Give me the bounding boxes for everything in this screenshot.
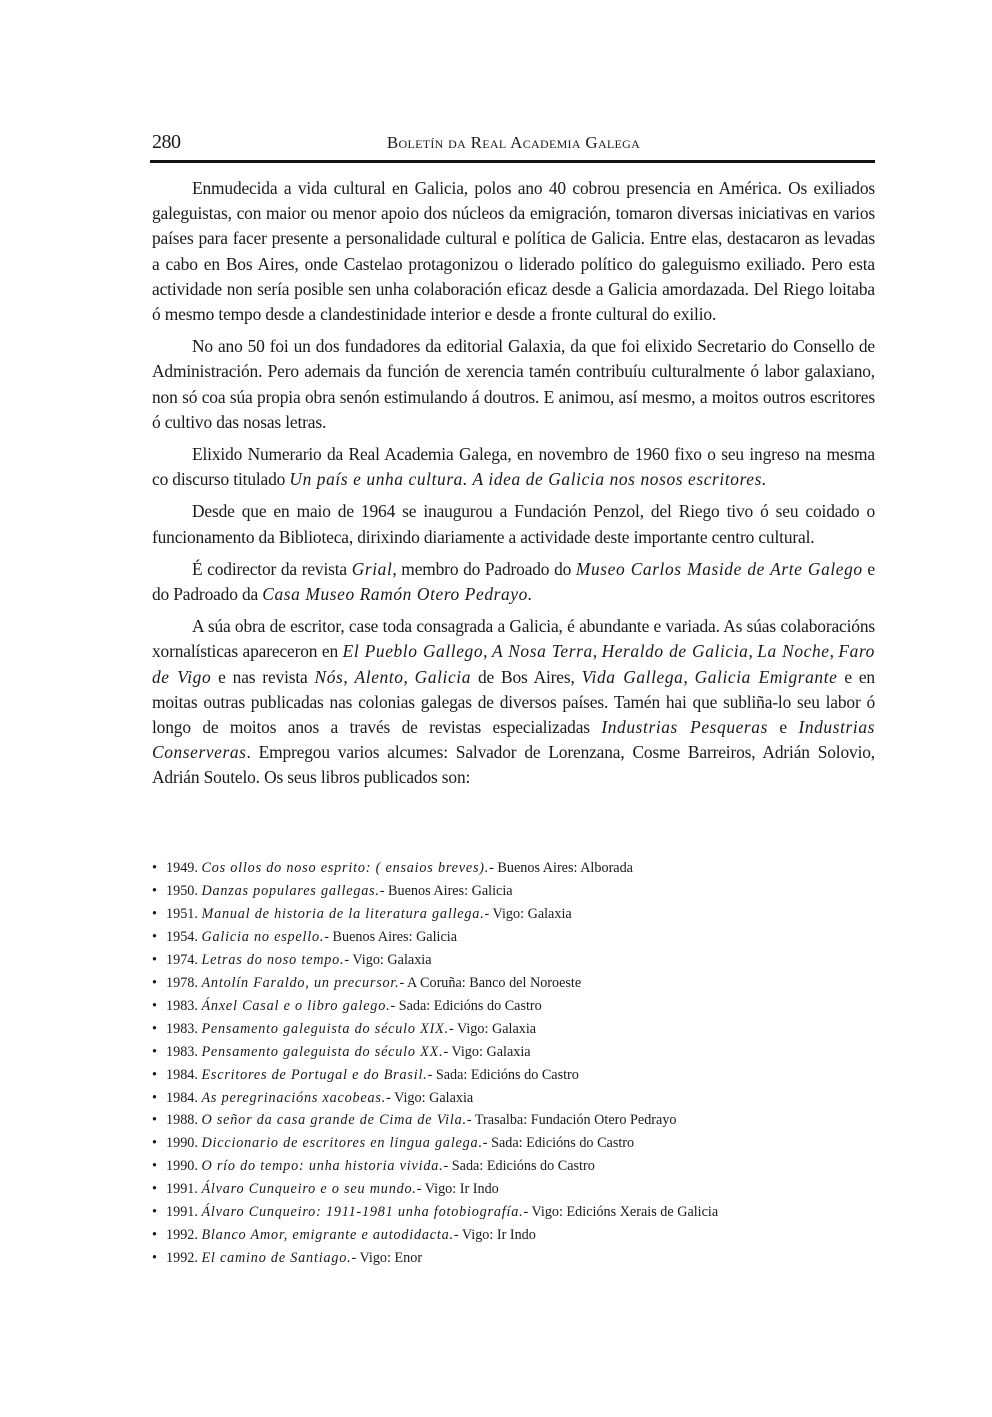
book-year: 1988. <box>166 1112 202 1129</box>
paragraph <box>152 334 875 435</box>
book-publisher: - Trasalba: Fundación Otero Pedrayo <box>466 1112 677 1129</box>
list-item <box>152 1132 718 1155</box>
list-item <box>152 1087 718 1110</box>
text-run: e do Padroado da <box>152 558 875 605</box>
book-year: 1954. <box>166 928 202 945</box>
text-run: , <box>403 666 415 687</box>
bullet-icon: • <box>152 1066 157 1083</box>
bullet-icon: • <box>152 1020 157 1037</box>
book-title: Antolín Faraldo, un precursor. <box>201 974 400 991</box>
italic-title: Industrias Conserveras <box>152 717 875 763</box>
book-publisher: - Vigo: Ir Indo <box>416 1181 499 1198</box>
text-run: Desde que en maio de 1964 se inaugurou a Fundación Penzol, del Riego tivo ó seu coidado o funcionamento da Biblioteca, dirixindo diariamente a actividade deste importante centro cultural. <box>152 501 875 547</box>
text-run: No ano 50 foi un dos fundadores da editorial Galaxia, da que foi elixido Secretario do Consello de Administración. Pero ademais da función de xerencia tamén contribuíu culturalmente ó labor galaxiano, non só coa súa propia obra senón estimulando á doutros. E animou, así mesmo, a moitos outros escritores ó cultivo das nosas letras. <box>152 336 875 432</box>
bullet-icon: • <box>152 1112 157 1129</box>
book-title: El camino de Santiago. <box>201 1250 352 1267</box>
book-year: 1990. <box>166 1158 202 1175</box>
book-title: Manual de historia de la literatura gallega. <box>201 905 485 922</box>
book-year: 1950. <box>166 882 202 899</box>
text-run: . Empregou varios alcumes: Salvador de Lorenzana, Cosme Barreiros, Adrián Solovio, Adrián Soutelo. Os seus libros publicados son: <box>152 742 875 788</box>
text-run: , <box>483 641 492 662</box>
book-title: Blanco Amor, emigrante e autodidacta. <box>201 1227 454 1244</box>
book-year: 1991. <box>166 1181 202 1198</box>
list-item <box>152 1201 718 1224</box>
bullet-icon: • <box>152 860 157 876</box>
italic-title: El Pueblo Gallego <box>342 641 484 662</box>
list-item <box>152 926 718 949</box>
list-item <box>152 857 718 880</box>
book-publisher: - Vigo: Galaxia <box>386 1089 474 1106</box>
italic-title: Industrias Pesqueras <box>601 717 768 738</box>
book-publisher: - Vigo: Galaxia <box>344 951 432 968</box>
bullet-icon: • <box>152 905 157 922</box>
italic-title: Casa Museo Ramón Otero Pedrayo. <box>262 584 533 605</box>
book-publisher: - Buenos Aires: Alborada <box>489 860 633 876</box>
list-item <box>152 880 718 903</box>
text-run: É codirector da revista <box>192 558 352 579</box>
paragraph <box>152 557 875 607</box>
text-run: e <box>767 717 799 738</box>
bullet-icon: • <box>152 1135 157 1152</box>
list-item <box>152 949 718 972</box>
book-publisher: - Vigo: Galaxia <box>443 1043 531 1060</box>
italic-title: Museo Carlos Maside de Arte Galego <box>575 558 863 579</box>
list-item <box>152 1155 718 1178</box>
book-year: 1990. <box>166 1135 202 1152</box>
book-year: 1984. <box>166 1089 202 1106</box>
bullet-icon: • <box>152 974 157 991</box>
book-publisher: - Vigo: Enor <box>351 1250 423 1267</box>
italic-title: Faro de Vigo <box>152 641 875 687</box>
bullet-icon: • <box>152 1250 157 1267</box>
book-publisher: - Sada: Edicións do Castro <box>427 1066 579 1083</box>
italic-title: Alento <box>354 666 404 687</box>
paragraph <box>152 176 875 327</box>
bullet-icon: • <box>152 1158 157 1175</box>
book-title: Galicia no espello. <box>201 928 325 945</box>
italic-title: La Noche <box>757 641 830 662</box>
list-item <box>152 1064 718 1087</box>
book-title: Ánxel Casal e o libro galego. <box>201 997 391 1014</box>
bullet-icon: • <box>152 928 157 945</box>
list-item <box>152 972 718 995</box>
bullet-icon: • <box>152 951 157 968</box>
book-year: 1951. <box>166 905 202 922</box>
text-run: A súa obra de escritor, case toda consagrada a Galicia, é abundante e variada. As súas colaboracións xornalísticas apareceron en <box>152 616 875 662</box>
book-publisher: - Sada: Edicións do Castro <box>390 997 542 1014</box>
bullet-icon: • <box>152 1227 157 1244</box>
book-year: 1984. <box>166 1066 202 1083</box>
book-year: 1991. <box>166 1204 202 1221</box>
paragraph <box>152 499 875 549</box>
italic-title: Un país e unha cultura. A idea de Galicia nos nosos escritores. <box>289 469 767 490</box>
book-publisher: - Sada: Edicións do Castro <box>482 1135 635 1152</box>
bullet-icon: • <box>152 1089 157 1106</box>
book-title: Pensamento galeguista do século XX. <box>201 1043 444 1060</box>
book-year: 1983. <box>166 997 202 1014</box>
book-list <box>152 857 718 1270</box>
text-run: Elixido Numerario da Real Academia Galega, en novembro de 1960 fixo o seu ingreso na mesma co discurso titulado <box>152 444 875 490</box>
book-title: O señor da casa grande de Cima de Vila. <box>201 1112 467 1129</box>
body-text <box>152 176 875 798</box>
italic-title: A Nosa Terra <box>491 641 593 662</box>
book-title: Álvaro Cunqueiro: 1911-1981 unha fotobiografía. <box>201 1204 524 1221</box>
list-item <box>152 1178 718 1201</box>
paragraph <box>152 614 875 790</box>
italic-title: Galicia <box>414 666 472 687</box>
text-run: e nas revista <box>211 666 315 687</box>
book-title: Pensamento galeguista do século XIX. <box>201 1020 449 1037</box>
text-run: , <box>748 641 758 662</box>
bullet-icon: • <box>152 1181 157 1198</box>
book-publisher: - Vigo: Edicións Xerais de Galicia <box>523 1204 719 1221</box>
header-rule <box>150 160 875 163</box>
text-run: , <box>829 641 839 662</box>
text-run: Enmudecida a vida cultural en Galicia, polos ano 40 cobrou presencia en América. Os exiliados galeguistas, con maior ou menor apoio dos núcleos da emigración, tomaron diversas iniciativas en varios países para facer presente a personalidade cultural e política de Galicia. Entre elas, destacaron as levadas a cabo en Bos Aires, onde Castelao protagonizou o liderado político do galeguismo exiliado. Pero esta actividade non sería posible sen unha colaboración eficaz desde a Galicia amordazada. Del Riego loitaba ó mesmo tempo desde a clandestinidade interior e desde a fronte cultural do exilio. <box>152 178 875 325</box>
list-item <box>152 1109 718 1132</box>
book-title: Cos ollos do noso esprito: ( ensaios breves). <box>201 860 490 876</box>
text-run: , <box>592 641 602 662</box>
book-year: 1978. <box>166 974 202 991</box>
list-item <box>152 1247 718 1270</box>
bullet-icon: • <box>152 1043 157 1060</box>
page-header <box>152 131 875 161</box>
book-title: Letras do noso tempo. <box>201 951 345 968</box>
book-publisher: - Buenos Aires: Galicia <box>324 928 458 945</box>
list-item <box>152 1224 718 1247</box>
book-title: As peregrinacións xacobeas. <box>201 1089 387 1106</box>
italic-title: Grial <box>351 558 393 579</box>
book-title: O río do tempo: unha historia vivida. <box>201 1158 444 1175</box>
italic-title: Heraldo de Galicia <box>601 641 749 662</box>
list-item <box>152 1018 718 1041</box>
book-title: Diccionario de escritores en lingua galega. <box>201 1135 483 1152</box>
book-publisher: - Sada: Edicións do Castro <box>443 1158 595 1175</box>
bullet-icon: • <box>152 997 157 1014</box>
list-item <box>152 995 718 1018</box>
list-item <box>152 1041 718 1064</box>
bullet-icon: • <box>152 1204 157 1221</box>
running-title: Boletín da Real Academia Galega <box>386 133 641 152</box>
text-run: e en moitas outras publicadas nas colonias galegas de diversos países. Tamén hai que subliña-lo seu labor ó longo de moitos anos a través de revistas especializadas <box>152 666 875 738</box>
book-year: 1983. <box>166 1020 202 1037</box>
text-run: , membro do Padroado do <box>392 558 576 579</box>
book-year: 1992. <box>166 1250 202 1267</box>
text-run: , <box>343 666 355 687</box>
paragraph <box>152 442 875 492</box>
text-run: de Bos Aires, <box>471 666 582 687</box>
book-title: Álvaro Cunqueiro e o seu mundo. <box>201 1181 417 1198</box>
book-year: 1983. <box>166 1043 202 1060</box>
book-title: Danzas populares gallegas. <box>201 882 380 899</box>
italic-title: Nós <box>314 666 344 687</box>
book-publisher: - Buenos Aires: Galicia <box>379 882 513 899</box>
book-publisher: - Vigo: Galaxia <box>484 905 572 922</box>
book-year: 1992. <box>166 1227 202 1244</box>
italic-title: Vida Gallega <box>581 666 684 687</box>
book-year: 1949. <box>166 860 202 876</box>
list-item <box>152 903 718 926</box>
page-number: 280 <box>152 131 181 153</box>
book-publisher: - Vigo: Ir Indo <box>453 1227 536 1244</box>
book-publisher: - Vigo: Galaxia <box>448 1020 537 1037</box>
italic-title: Galicia Emigrante <box>694 666 838 687</box>
text-run: , <box>683 666 695 687</box>
bullet-icon: • <box>152 882 157 899</box>
book-publisher: - A Coruña: Banco del Noroeste <box>399 974 582 991</box>
book-title: Escritores de Portugal e do Brasil. <box>201 1066 428 1083</box>
book-year: 1974. <box>166 951 202 968</box>
